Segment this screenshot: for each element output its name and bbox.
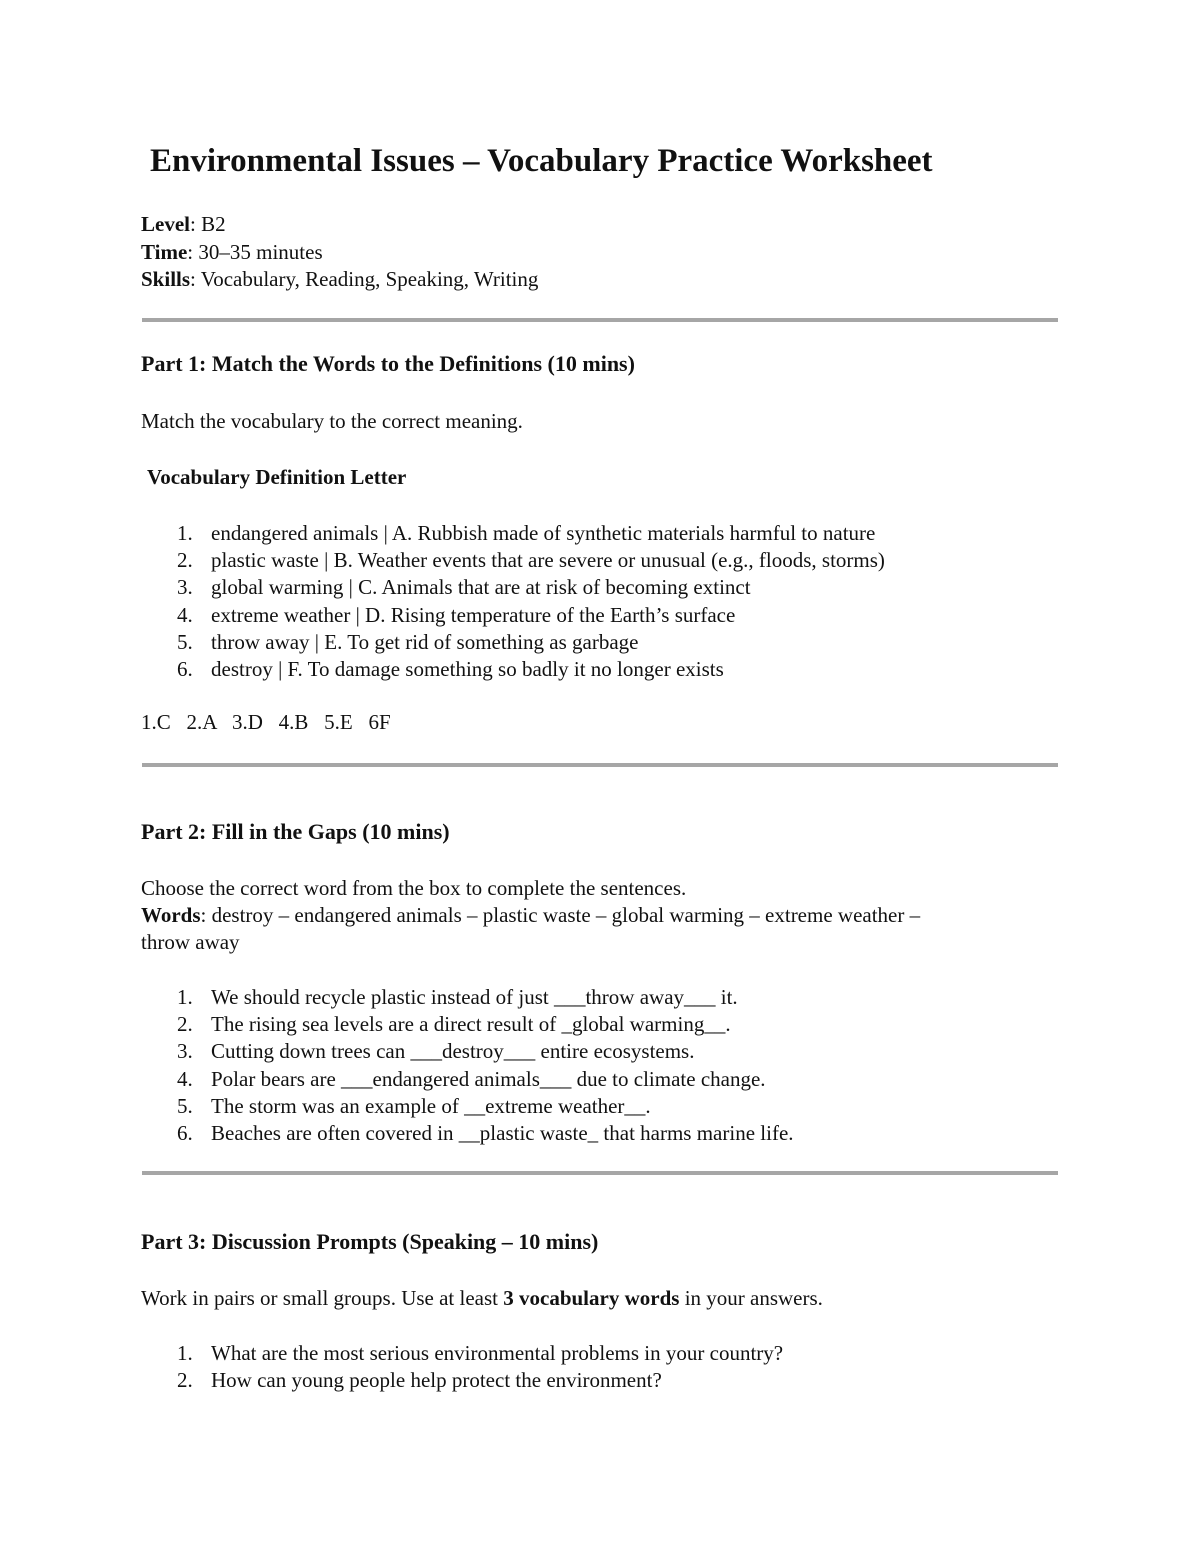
item-number: 4. [177,1066,193,1091]
meta-level [141,211,538,239]
meta-time [141,239,538,267]
item-number: 6. [177,657,193,682]
list-item [141,1011,794,1038]
part1-instruction: Match the vocabulary to the correct meaning. [141,409,523,433]
meta-label: Time [141,239,188,264]
list-item [141,574,885,601]
part2-instruction [141,875,920,956]
item-text: extreme weather | D. Rising temperature of the Earth’s surface [211,602,736,627]
part1-answers: 1.C 2.A 3.D 4.B 5.E 6F [141,710,391,734]
list-item [141,1120,794,1147]
item-text: Polar bears are ___endangered animals___ due to climate change. [211,1066,766,1091]
meta-skills [141,266,538,294]
divider [142,318,1058,322]
item-number: 5. [177,1093,193,1118]
part2-heading: Part 2: Fill in the Gaps (10 mins) [141,819,450,844]
instruction-text: in your answers. [679,1286,823,1310]
list-item [141,984,794,1011]
part1-heading: Part 1: Match the Words to the Definitions (10 mins) [141,351,635,376]
list-item [141,1367,783,1394]
words-label: Words [141,903,201,927]
item-text: Cutting down trees can ___destroy___ entire ecosystems. [211,1039,695,1064]
list-item [141,602,885,629]
item-text: What are the most serious environmental problems in your country? [211,1341,784,1365]
part3-instruction [141,1285,823,1312]
part1-match-list [141,520,885,683]
item-number: 3. [177,575,193,600]
item-text: global warming | C. Animals that are at risk of becoming extinct [211,575,751,600]
item-number: 1. [177,521,193,545]
meta-value: : Vocabulary, Reading, Speaking, Writing [190,267,539,291]
item-text: Beaches are often covered in __plastic waste_ that harms marine life. [211,1121,794,1146]
item-text: destroy | F. To damage something so badly it no longer exists [211,657,724,682]
item-text: We should recycle plastic instead of just ___throw away___ it. [211,985,738,1009]
words-list: : destroy – endangered animals – plastic waste – global warming – extreme weather – [200,903,921,927]
list-item [141,520,885,547]
worksheet-meta [141,211,538,294]
part2-gap-list [141,984,794,1147]
meta-value: : B2 [189,212,226,236]
item-text: The rising sea levels are a direct result of _global warming__. [211,1012,731,1037]
divider [142,1171,1058,1175]
part3-prompt-list [141,1340,783,1394]
words-list-continued: throw away [141,930,240,954]
item-number: 2. [177,1012,193,1037]
item-text: throw away | E. To get rid of something as garbage [211,629,639,654]
list-item [141,656,885,683]
item-number: 1. [177,985,193,1009]
item-number: 4. [177,602,193,627]
list-item [141,1340,783,1367]
instruction-text: Choose the correct word from the box to complete the sentences. [141,876,687,900]
instruction-text: Work in pairs or small groups. Use at least [141,1286,504,1310]
list-item [141,629,885,656]
item-text: endangered animals | A. Rubbish made of synthetic materials harmful to nature [211,521,876,545]
list-item [141,1093,794,1120]
list-item [141,1066,794,1093]
item-text: How can young people help protect the environment? [211,1368,662,1393]
meta-value: : 30–35 minutes [187,239,323,264]
part1-table-header: Vocabulary Definition Letter [147,465,407,489]
meta-label: Level [141,212,190,236]
item-text: plastic waste | B. Weather events that are severe or unusual (e.g., floods, storms) [211,548,885,573]
item-number: 5. [177,629,193,654]
item-number: 6. [177,1121,193,1146]
item-number: 3. [177,1039,193,1064]
list-item [141,547,885,574]
item-number: 1. [177,1341,193,1365]
item-text: The storm was an example of __extreme weather__. [211,1093,651,1118]
item-number: 2. [177,1368,193,1393]
word-box [141,902,920,929]
meta-label: Skills [141,267,191,291]
part3-heading: Part 3: Discussion Prompts (Speaking – 10 mins) [141,1229,599,1254]
instruction-emphasis: 3 vocabulary words [503,1286,680,1310]
worksheet-title: Environmental Issues – Vocabulary Practice Worksheet [150,143,933,179]
divider [142,763,1058,767]
list-item [141,1038,794,1065]
item-number: 2. [177,548,193,573]
